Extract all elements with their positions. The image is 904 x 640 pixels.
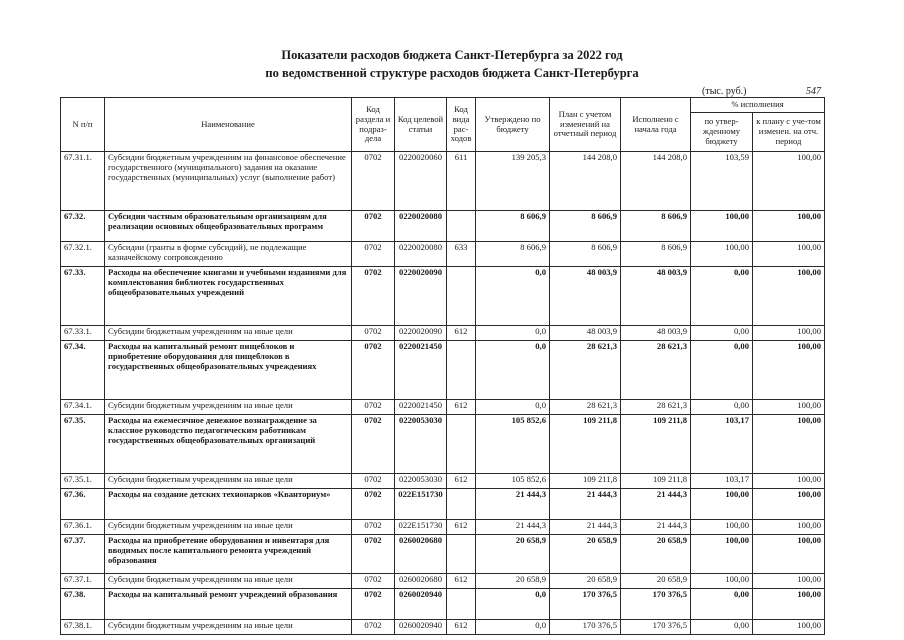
row-approved: 0,0 <box>476 400 550 415</box>
table-row <box>61 267 825 326</box>
row-name: Субсидии бюджетным учреждениям на иные цели <box>105 574 352 589</box>
row-pct-plan: 100,00 <box>753 326 825 341</box>
budget-table <box>60 97 825 635</box>
row-number: 67.35. <box>61 415 105 474</box>
row-number: 67.32. <box>61 211 105 242</box>
row-plan: 28 621,3 <box>550 400 621 415</box>
header-section-code: Код раздела и подраз-дела <box>352 98 395 152</box>
row-number: 67.32.1. <box>61 242 105 267</box>
table-row <box>61 520 825 535</box>
row-plan: 170 376,5 <box>550 589 621 620</box>
row-plan: 170 376,5 <box>550 620 621 635</box>
row-pct-approved: 103,17 <box>691 474 753 489</box>
row-pct-plan: 100,00 <box>753 341 825 400</box>
row-type-code <box>447 415 476 474</box>
row-pct-plan: 100,00 <box>753 620 825 635</box>
row-plan: 109 211,8 <box>550 474 621 489</box>
row-target-code: 0220020060 <box>395 152 447 211</box>
row-name: Расходы на капитальный ремонт учреждений образования <box>105 589 352 620</box>
row-target-code: 0220053030 <box>395 415 447 474</box>
table-row <box>61 574 825 589</box>
row-approved: 21 444,3 <box>476 520 550 535</box>
header-pct-plan: к плану с уче-том изменен. на отч. период <box>753 113 825 152</box>
row-executed: 21 444,3 <box>621 520 691 535</box>
row-number: 67.38. <box>61 589 105 620</box>
row-target-code: 0220020090 <box>395 326 447 341</box>
row-type-code <box>447 341 476 400</box>
row-target-code: 0220021450 <box>395 341 447 400</box>
header-name: Наименование <box>105 98 352 152</box>
row-approved: 139 205,3 <box>476 152 550 211</box>
row-pct-plan: 100,00 <box>753 267 825 326</box>
row-target-code: 0220020080 <box>395 242 447 267</box>
row-executed: 8 606,9 <box>621 242 691 267</box>
row-number: 67.33. <box>61 267 105 326</box>
row-plan: 8 606,9 <box>550 242 621 267</box>
header-target-code: Код целевой статьи <box>395 98 447 152</box>
table-row <box>61 326 825 341</box>
row-pct-approved: 100,00 <box>691 574 753 589</box>
row-plan: 20 658,9 <box>550 574 621 589</box>
row-executed: 8 606,9 <box>621 211 691 242</box>
row-target-code: 0220020090 <box>395 267 447 326</box>
row-approved: 20 658,9 <box>476 574 550 589</box>
row-section-code: 0702 <box>352 589 395 620</box>
row-section-code: 0702 <box>352 489 395 520</box>
row-executed: 48 003,9 <box>621 326 691 341</box>
row-number: 67.37. <box>61 535 105 574</box>
header-no: N п/п <box>61 98 105 152</box>
row-approved: 0,0 <box>476 326 550 341</box>
row-name: Расходы на приобретение оборудования и инвентаря для вводимых после капитального ремонта учреждений образования <box>105 535 352 574</box>
row-approved: 21 444,3 <box>476 489 550 520</box>
row-target-code: 0260020680 <box>395 535 447 574</box>
row-section-code: 0702 <box>352 400 395 415</box>
row-name: Субсидии бюджетным учреждениям на иные цели <box>105 620 352 635</box>
row-plan: 144 208,0 <box>550 152 621 211</box>
row-executed: 48 003,9 <box>621 267 691 326</box>
row-pct-plan: 100,00 <box>753 489 825 520</box>
row-section-code: 0702 <box>352 341 395 400</box>
row-pct-approved: 0,00 <box>691 326 753 341</box>
row-pct-plan: 100,00 <box>753 211 825 242</box>
header-type-code: Код вида рас-ходов <box>447 98 476 152</box>
row-target-code: 0220020080 <box>395 211 447 242</box>
row-target-code: 0260020940 <box>395 620 447 635</box>
row-type-code: 612 <box>447 520 476 535</box>
table-row <box>61 415 825 474</box>
row-plan: 8 606,9 <box>550 211 621 242</box>
units-label: (тыс. руб.) <box>702 86 747 97</box>
row-plan: 21 444,3 <box>550 489 621 520</box>
row-number: 67.31.1. <box>61 152 105 211</box>
row-pct-plan: 100,00 <box>753 574 825 589</box>
row-section-code: 0702 <box>352 520 395 535</box>
row-section-code: 0702 <box>352 535 395 574</box>
row-type-code <box>447 211 476 242</box>
table-row <box>61 589 825 620</box>
row-section-code: 0702 <box>352 415 395 474</box>
row-pct-plan: 100,00 <box>753 400 825 415</box>
row-type-code <box>447 535 476 574</box>
row-pct-plan: 100,00 <box>753 242 825 267</box>
row-section-code: 0702 <box>352 326 395 341</box>
row-type-code: 612 <box>447 326 476 341</box>
row-pct-plan: 100,00 <box>753 415 825 474</box>
row-target-code: 022E151730 <box>395 489 447 520</box>
row-target-code: 0220021450 <box>395 400 447 415</box>
header-pct-group: % исполнения <box>691 98 825 113</box>
row-name: Субсидии бюджетным учреждениям на иные цели <box>105 400 352 415</box>
row-executed: 20 658,9 <box>621 535 691 574</box>
row-pct-approved: 0,00 <box>691 620 753 635</box>
row-type-code: 611 <box>447 152 476 211</box>
row-approved: 105 852,6 <box>476 415 550 474</box>
row-type-code: 612 <box>447 620 476 635</box>
row-plan: 20 658,9 <box>550 535 621 574</box>
row-approved: 105 852,6 <box>476 474 550 489</box>
row-section-code: 0702 <box>352 211 395 242</box>
row-pct-approved: 0,00 <box>691 589 753 620</box>
row-name: Субсидии бюджетным учреждениям на иные цели <box>105 474 352 489</box>
row-number: 67.38.1. <box>61 620 105 635</box>
row-name: Субсидии частным образовательным организациям для реализации основных общеобразовательных программ <box>105 211 352 242</box>
row-pct-approved: 103,17 <box>691 415 753 474</box>
row-type-code: 633 <box>447 242 476 267</box>
row-target-code: 0260020680 <box>395 574 447 589</box>
row-pct-approved: 0,00 <box>691 400 753 415</box>
row-name: Субсидии бюджетным учреждениям на иные цели <box>105 326 352 341</box>
row-pct-approved: 100,00 <box>691 242 753 267</box>
row-pct-plan: 100,00 <box>753 520 825 535</box>
table-row <box>61 152 825 211</box>
row-plan: 48 003,9 <box>550 326 621 341</box>
row-number: 67.34. <box>61 341 105 400</box>
header-approved: Утверждено по бюджету <box>476 98 550 152</box>
row-executed: 170 376,5 <box>621 620 691 635</box>
row-section-code: 0702 <box>352 152 395 211</box>
row-number: 67.36.1. <box>61 520 105 535</box>
row-approved: 20 658,9 <box>476 535 550 574</box>
table-row <box>61 474 825 489</box>
row-name: Расходы на создание детских технопарков «Кванториум» <box>105 489 352 520</box>
row-approved: 0,0 <box>476 620 550 635</box>
table-row <box>61 620 825 635</box>
header-pct-approved: по утвер-жденному бюджету <box>691 113 753 152</box>
row-pct-plan: 100,00 <box>753 589 825 620</box>
table-row <box>61 489 825 520</box>
row-pct-plan: 100,00 <box>753 152 825 211</box>
document-title-line1: Показатели расходов бюджета Санкт-Петербурга за 2022 год <box>281 48 623 62</box>
row-name: Расходы на обеспечение книгами и учебными изданиями для комплектования библиотек государственных общеобразовательных учреждений <box>105 267 352 326</box>
row-section-code: 0702 <box>352 574 395 589</box>
row-executed: 28 621,3 <box>621 341 691 400</box>
table-row <box>61 211 825 242</box>
row-target-code: 0220053030 <box>395 474 447 489</box>
row-pct-approved: 0,00 <box>691 267 753 326</box>
row-pct-approved: 100,00 <box>691 520 753 535</box>
row-number: 67.36. <box>61 489 105 520</box>
table-row <box>61 535 825 574</box>
row-plan: 48 003,9 <box>550 267 621 326</box>
row-name: Субсидии (гранты в форме субсидий), не подлежащие казначейскому сопровождению <box>105 242 352 267</box>
row-executed: 170 376,5 <box>621 589 691 620</box>
row-section-code: 0702 <box>352 620 395 635</box>
row-name: Субсидии бюджетным учреждениям на иные цели <box>105 520 352 535</box>
row-name: Субсидии бюджетным учреждениям на финансовое обеспечение государственного (муниципального) задания на оказание государственных (муниципальных) услуг (выполнение работ) <box>105 152 352 211</box>
row-pct-approved: 100,00 <box>691 535 753 574</box>
header-executed: Исполнено с начала года <box>621 98 691 152</box>
row-number: 67.33.1. <box>61 326 105 341</box>
row-type-code: 612 <box>447 474 476 489</box>
document-title-line2: по ведомственной структуре расходов бюджета Санкт-Петербурга <box>265 66 639 80</box>
row-executed: 109 211,8 <box>621 474 691 489</box>
row-executed: 21 444,3 <box>621 489 691 520</box>
row-number: 67.35.1. <box>61 474 105 489</box>
row-approved: 0,0 <box>476 267 550 326</box>
row-target-code: 022E151730 <box>395 520 447 535</box>
row-type-code <box>447 589 476 620</box>
row-pct-approved: 0,00 <box>691 341 753 400</box>
row-approved: 8 606,9 <box>476 242 550 267</box>
row-executed: 28 621,3 <box>621 400 691 415</box>
row-name: Расходы на капитальный ремонт пищеблоков и приобретение оборудования для пищеблоков в государственных общеобразовательных учреждениях <box>105 341 352 400</box>
row-executed: 109 211,8 <box>621 415 691 474</box>
row-approved: 8 606,9 <box>476 211 550 242</box>
row-pct-approved: 100,00 <box>691 211 753 242</box>
table-row <box>61 400 825 415</box>
row-type-code <box>447 267 476 326</box>
row-plan: 21 444,3 <box>550 520 621 535</box>
row-pct-approved: 100,00 <box>691 489 753 520</box>
row-plan: 109 211,8 <box>550 415 621 474</box>
row-section-code: 0702 <box>352 242 395 267</box>
row-pct-plan: 100,00 <box>753 535 825 574</box>
row-plan: 28 621,3 <box>550 341 621 400</box>
row-name: Расходы на ежемесячное денежное вознаграждение за классное руководство педагогическим работникам государственных общеобразовательных организаций <box>105 415 352 474</box>
table-row <box>61 242 825 267</box>
row-approved: 0,0 <box>476 589 550 620</box>
row-pct-plan: 100,00 <box>753 474 825 489</box>
row-type-code: 612 <box>447 574 476 589</box>
row-executed: 144 208,0 <box>621 152 691 211</box>
row-type-code <box>447 489 476 520</box>
row-section-code: 0702 <box>352 267 395 326</box>
row-target-code: 0260020940 <box>395 589 447 620</box>
row-section-code: 0702 <box>352 474 395 489</box>
row-executed: 20 658,9 <box>621 574 691 589</box>
row-number: 67.34.1. <box>61 400 105 415</box>
page-number: 547 <box>806 86 821 97</box>
header-row-1 <box>61 98 825 113</box>
row-type-code: 612 <box>447 400 476 415</box>
row-approved: 0,0 <box>476 341 550 400</box>
row-number: 67.37.1. <box>61 574 105 589</box>
header-plan: План с учетом изменений на отчетный период <box>550 98 621 152</box>
row-pct-approved: 103,59 <box>691 152 753 211</box>
table-row <box>61 341 825 400</box>
